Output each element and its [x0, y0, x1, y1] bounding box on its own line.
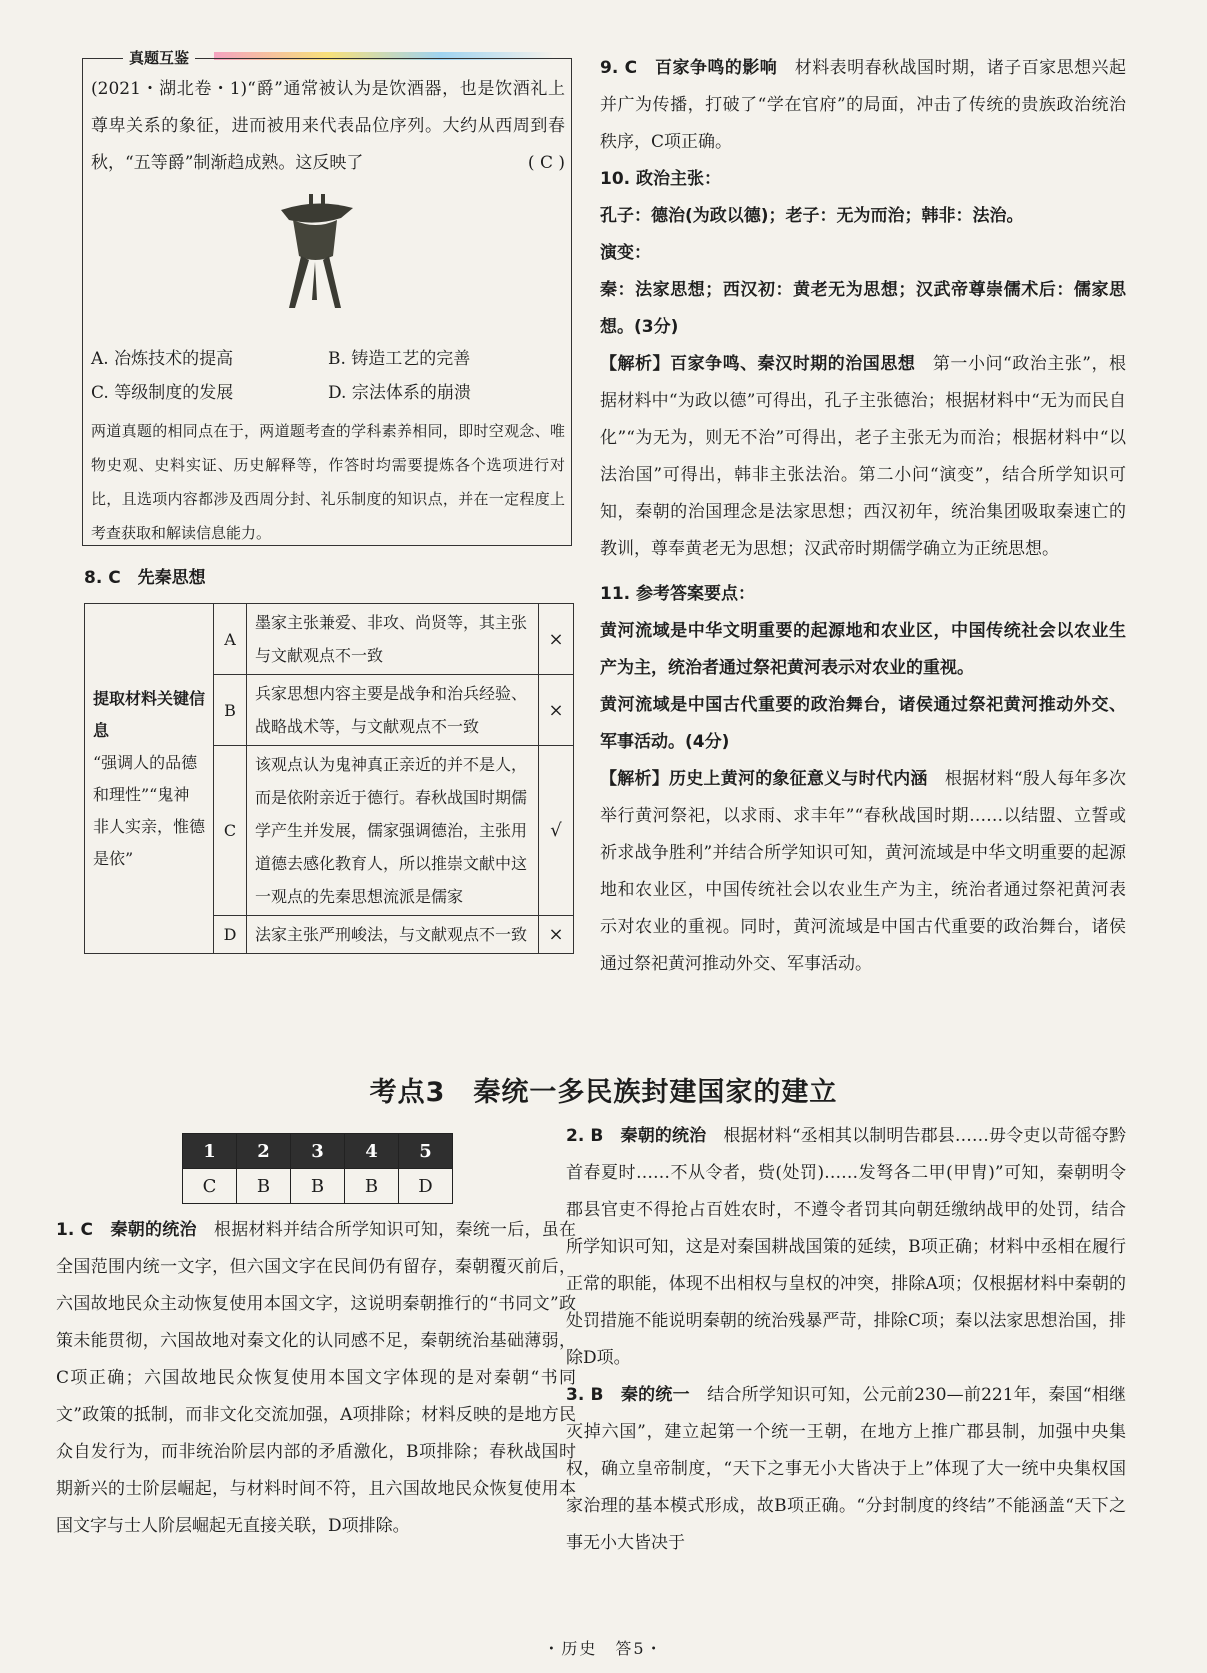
q3-heading: 3. B 秦的统一: [566, 1385, 690, 1405]
exam-comparison-box: [82, 49, 572, 546]
answer-letter: B: [345, 1169, 399, 1204]
option-c: C. 等级制度的发展: [91, 383, 234, 403]
page-footer: ・历史 答5・: [543, 1639, 664, 1658]
q10-analysis: [600, 346, 1126, 568]
option-a: A. 冶炼技术的提高: [91, 349, 234, 369]
bottom-left-column: [56, 1212, 576, 1545]
q11-analysis-text: 根据材料“殷人每年多次举行黄河祭祀，以求雨、求丰年”“春秋战国时期……以结盟、立誓或祈求战争胜利”并结合所学知识可知，黄河流域是中华文明重要的起源地和农业区，中国传统社会以农业生产为主，统治者通过祭祀黄河表示对农业的重视。同时，黄河流域是中国古代重要的政治舞台，诸侯通过祭祀黄河推动外交、军事活动。: [600, 769, 1126, 974]
q10-answer-b: 演变：: [600, 243, 651, 263]
q8-heading: 8. C 先秦思想: [84, 568, 206, 588]
right-column-top: [600, 50, 1126, 983]
table-row: [85, 604, 574, 675]
q11-heading: 11. 参考答案要点：: [600, 584, 756, 604]
row-text: 该观点认为鬼神真正亲近的并不是人，而是依附亲近于德行。春秋战国时期儒学产生并发展，儒家强调德治，主张用道德去感化教育人，所以推崇文献中这一观点的先秦思想流派是儒家: [247, 746, 539, 916]
q9: [600, 50, 1126, 161]
answer-letter: C: [183, 1169, 237, 1204]
section-heading: 考点3 秦统一多民族封建国家的建立: [369, 1077, 838, 1108]
q11-analysis: [600, 761, 1126, 983]
q1-heading: 1. C 秦朝的统治: [56, 1220, 197, 1240]
q11-answer-b: 黄河流域是中国古代重要的政治舞台，诸侯通过祭祀黄河推动外交、军事活动。(4分): [600, 695, 1126, 752]
answer-number-row: [183, 1134, 453, 1169]
options: [91, 342, 565, 410]
q3-text: 结合所学知识可知，公元前230—前221年，秦国“相继灭掉六国”，建立起第一个统一王朝，在地方上推广郡县制，加强中央集权，确立皇帝制度，“天下之事无小大皆决于上”体现了大一统中央集权国家治理的基本模式形成，故B项正确。“分封制度的终结”不能涵盖“天下之事无小大皆决于: [566, 1385, 1126, 1553]
q3: [566, 1377, 1126, 1562]
row-mark: ×: [539, 675, 574, 746]
key-info-label: 提取材料关键信息: [93, 688, 206, 740]
q11-answer-a: 黄河流域是中华文明重要的起源地和农业区，中国传统社会以农业生产为主，统治者通过祭祀黄河表示对农业的重视。: [600, 621, 1126, 678]
row-text: 兵家思想内容主要是战争和治兵经验、战略战术等，与文献观点不一致: [247, 675, 539, 746]
answer-letter: D: [399, 1169, 453, 1204]
answer-number: 4: [345, 1134, 399, 1169]
q1-text: 根据材料并结合所学知识可知，秦统一后，虽在全国范围内统一文字，但六国文字在民间仍有留存，秦朝覆灭前后，六国故地民众主动恢复使用本国文字，这说明秦朝推行的“书同文”政策未能贯彻，六国故地对秦文化的认同感不足，秦朝统治基础薄弱，C项正确；六国故地民众恢复使用本国文字体现的是对秦朝“书同文”政策的抵制，而非文化交流加强，A项排除；材料反映的是地方民众自发行为，而非统治阶层内部的矛盾激化，B项排除；春秋战国时期新兴的士阶层崛起，与材料时间不符，且六国故地民众恢复使用本国文字与士人阶层崛起无直接关联，D项排除。: [56, 1220, 577, 1536]
answer-letter-row: [183, 1169, 453, 1204]
row-mark: ×: [539, 604, 574, 675]
q10-answer-c: 秦：法家思想；西汉初：黄老无为思想；汉武帝尊崇儒术后：儒家思想。(3分): [600, 280, 1126, 337]
row-letter: B: [214, 675, 247, 746]
q8-analysis-table: [84, 603, 574, 954]
q2-text: 根据材料“丞相其以制明告郡县……毋令吏以苛徭夺黔首春夏时……不从令者，赀(处罚)……发弩各二甲(甲胄)”可知，秦朝明令郡县官吏不得抢占百姓农时，不遵令者罚其向朝廷缴纳战甲的处罚，结合所学知识可知，这是对秦国耕战国策的延续，B项正确；材料中丞相在履行正常的职能，体现不出相权与皇权的冲突，排除A项；仅根据材料中秦朝的处罚措施不能说明秦朝的统治残暴严苛，排除C项；秦以法家思想治国，排除D项。: [566, 1126, 1126, 1368]
q1: [56, 1212, 576, 1545]
answer-number: 3: [291, 1134, 345, 1169]
answer-letter: B: [291, 1169, 345, 1204]
q11-analysis-heading: 【解析】历史上黄河的象征意义与时代内涵: [600, 769, 928, 789]
box-title: 真题互鉴: [123, 46, 195, 70]
option-b: B. 铸造工艺的完善: [328, 349, 471, 369]
option-d: D. 宗法体系的崩溃: [328, 383, 471, 403]
key-info-quote: “强调人的品德和理性”“鬼神非人实亲，惟德是依”: [93, 752, 206, 868]
q9-heading: 9. C 百家争鸣的影响: [600, 58, 778, 78]
bottom-right-column: [566, 1118, 1126, 1562]
row-letter: D: [214, 916, 247, 954]
row-mark: √: [539, 746, 574, 916]
key-info-cell: [85, 604, 214, 954]
answer-number: 5: [399, 1134, 453, 1169]
q2: [566, 1118, 1126, 1377]
q2-heading: 2. B 秦朝的统治: [566, 1126, 707, 1146]
q10-analysis-text: 第一小问“政治主张”，根据材料中“为政以德”可得出，孔子主张德治；根据材料中“无为而民自化”“为无为，则无不治”可得出，老子主张无为而治；根据材料中“以法治国”可得出，韩非主张法治。第二小问“演变”，结合所学知识可知，秦朝的治国理念是法家思想；西汉初年，统治集团吸取秦速亡的教训，尊奉黄老无为思想；汉武帝时期儒学确立为正统思想。: [600, 354, 1127, 559]
row-text: 法家主张严刑峻法，与文献观点不一致: [247, 916, 539, 954]
row-letter: C: [214, 746, 247, 916]
answer-number: 1: [183, 1134, 237, 1169]
question-text: (2021・湖北卷・1)“爵”通常被认为是饮酒器，也是饮酒礼上尊卑关系的象征，进而被用来代表品位序列。大约从西周到春秋，“五等爵”制渐趋成熟。这反映了: [91, 79, 565, 173]
answer-key-table: [182, 1133, 453, 1204]
row-mark: ×: [539, 916, 574, 954]
jue-vessel-image: [271, 190, 361, 320]
row-letter: A: [214, 604, 247, 675]
q10-answer-a: 孔子：德治(为政以德)；老子：无为而治；韩非：法治。: [600, 206, 1024, 226]
box-question: [91, 71, 565, 182]
box-note: 两道真题的相同点在于，两道题考查的学科素养相同，即时空观念、唯物史观、史料实证、历史解释等，作答时均需要提炼各个选项进行对比，且选项内容都涉及西周分封、礼乐制度的知识点，并在一定程度上考查获取和解读信息能力。: [91, 422, 565, 542]
answer-letter: B: [237, 1169, 291, 1204]
row-text: 墨家主张兼爱、非攻、尚贤等，其主张与文献观点不一致: [247, 604, 539, 675]
answer-number: 2: [237, 1134, 291, 1169]
answer-mark: ( C ): [527, 153, 565, 173]
q9-text: 材料表明春秋战国时期，诸子百家思想兴起并广为传播，打破了“学在官府”的局面，冲击了传统的贵族政治统治秩序，C项正确。: [600, 58, 1127, 152]
q10-analysis-heading: 【解析】百家争鸣、秦汉时期的治国思想: [600, 354, 916, 374]
q10-heading: 10. 政治主张：: [600, 169, 722, 189]
